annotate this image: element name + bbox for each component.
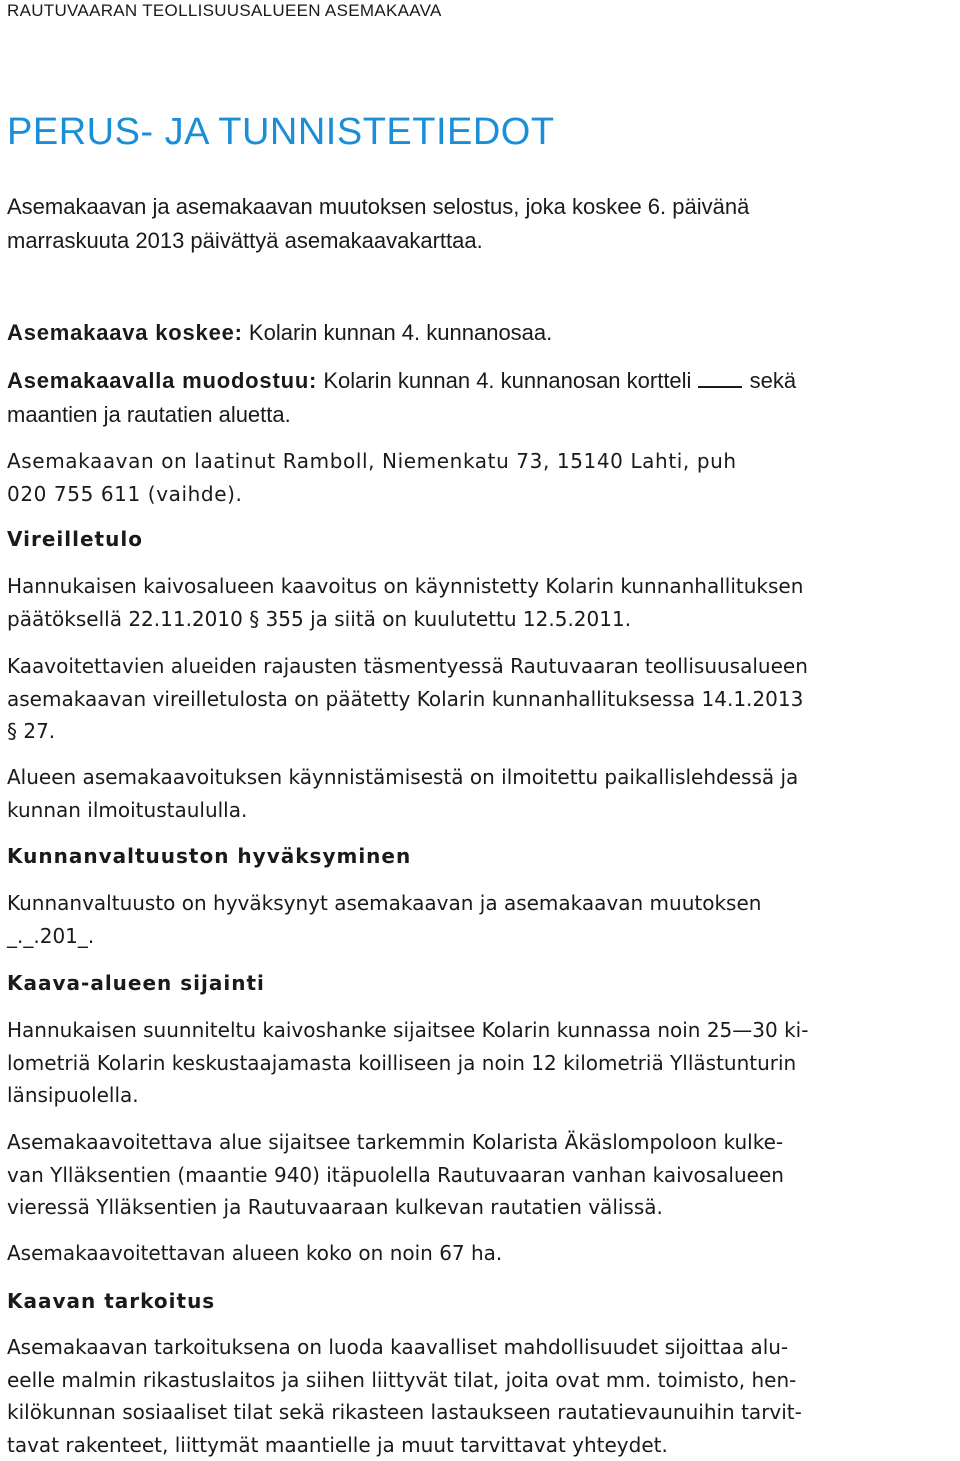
tarkoitus-paragraph xyxy=(7,1331,802,1461)
paragraph-line: _._.201_. xyxy=(7,920,761,953)
paragraph-line: eelle malmin rikastuslaitos ja siihen liittyvät tilat, joita ovat mm. toimisto, hen- xyxy=(7,1364,802,1397)
paragraph-line: vieressä Ylläksentien ja Rautuvaaraan kulkevan rautatien välissä. xyxy=(7,1191,784,1224)
section-heading-tarkoitus: Kaavan tarkoitus xyxy=(7,1285,215,1318)
paragraph-line: kunnan ilmoitustaululla. xyxy=(7,794,798,827)
intro-line: Asemakaavan ja asemakaavan muutoksen selostus, joka koskee 6. päivänä xyxy=(7,190,749,224)
paragraph-line: länsipuolella. xyxy=(7,1079,808,1112)
paragraph-line: Kaavoitettavien alueiden rajausten täsmentyessä Rautuvaaran teollisuusalueen xyxy=(7,650,808,683)
koskee-text: Kolarin kunnan 4. kunnanosaa. xyxy=(249,320,552,345)
muodostuu-text-end: sekä xyxy=(750,368,796,393)
paragraph-line: Asemakaavan tarkoituksena on luoda kaavalliset mahdollisuudet sijoittaa alu- xyxy=(7,1331,802,1364)
paragraph-line: Asemakaavoitettava alue sijaitsee tarkemmin Kolarista Äkäslompoloon kulke- xyxy=(7,1126,784,1159)
koskee-label: Asemakaava koskee: xyxy=(7,320,243,345)
vireilletulo-p1 xyxy=(7,570,803,635)
hyvaksyminen-paragraph xyxy=(7,887,761,952)
paragraph-line: Hannukaisen suunniteltu kaivoshanke sijaitsee Kolarin kunnassa noin 25—30 ki- xyxy=(7,1014,808,1047)
running-header: RAUTUVAARAN TEOLLISUUSALUEEN ASEMAKAAVA xyxy=(7,1,442,21)
intro-line: marraskuuta 2013 päivättyä asemakaavakarttaa. xyxy=(7,224,749,258)
paragraph-line: tavat rakenteet, liittymät maantielle ja muut tarvittavat yhteydet. xyxy=(7,1429,802,1461)
section-heading-hyvaksyminen: Kunnanvaltuuston hyväksyminen xyxy=(7,840,411,873)
sijainti-p1 xyxy=(7,1014,808,1112)
sijainti-p3: Asemakaavoitettavan alueen koko on noin 67 ha. xyxy=(7,1237,502,1270)
laatinut-line: 020 755 611 (vaihde). xyxy=(7,478,737,511)
laatinut-line: Asemakaavan on laatinut Ramboll, Niemenkatu 73, 15140 Lahti, puh xyxy=(7,445,737,478)
paragraph-line: lometriä Kolarin keskustaajamasta koilliseen ja noin 12 kilometriä Yllästunturin xyxy=(7,1047,808,1080)
muodostuu-text: Kolarin kunnan 4. kunnanosan kortteli xyxy=(323,368,691,393)
blank-line xyxy=(698,368,742,388)
vireilletulo-p3 xyxy=(7,761,798,826)
section-heading-sijainti: Kaava-alueen sijainti xyxy=(7,967,265,1000)
paragraph-line: § 27. xyxy=(7,715,808,748)
intro-paragraph xyxy=(7,190,749,258)
paragraph-line: van Ylläksentien (maantie 940) itäpuolella Rautuvaaran vanhan kaivosalueen xyxy=(7,1159,784,1192)
section-heading-vireilletulo: Vireilletulo xyxy=(7,523,143,556)
sijainti-p2 xyxy=(7,1126,784,1224)
vireilletulo-p2 xyxy=(7,650,808,748)
muodostuu-line: maantien ja rautatien aluetta. xyxy=(7,398,796,432)
muodostuu-paragraph xyxy=(7,364,796,432)
paragraph-line: Hannukaisen kaivosalueen kaavoitus on käynnistetty Kolarin kunnanhallituksen xyxy=(7,570,803,603)
paragraph-line: kilökunnan sosiaaliset tilat sekä rikasteen lastaukseen rautatievaunuihin tarvit- xyxy=(7,1396,802,1429)
koskee-paragraph xyxy=(7,316,552,350)
page-title: PERUS- JA TUNNISTETIEDOT xyxy=(7,108,555,156)
muodostuu-label: Asemakaavalla muodostuu: xyxy=(7,368,317,393)
paragraph-line: Kunnanvaltuusto on hyväksynyt asemakaavan ja asemakaavan muutoksen xyxy=(7,887,761,920)
paragraph-line: päätöksellä 22.11.2010 § 355 ja siitä on kuulutettu 12.5.2011. xyxy=(7,603,803,636)
paragraph-line: asemakaavan vireilletulosta on päätetty Kolarin kunnanhallituksessa 14.1.2013 xyxy=(7,683,808,716)
laatinut-paragraph xyxy=(7,445,737,510)
paragraph-line: Alueen asemakaavoituksen käynnistämisestä on ilmoitettu paikallislehdessä ja xyxy=(7,761,798,794)
